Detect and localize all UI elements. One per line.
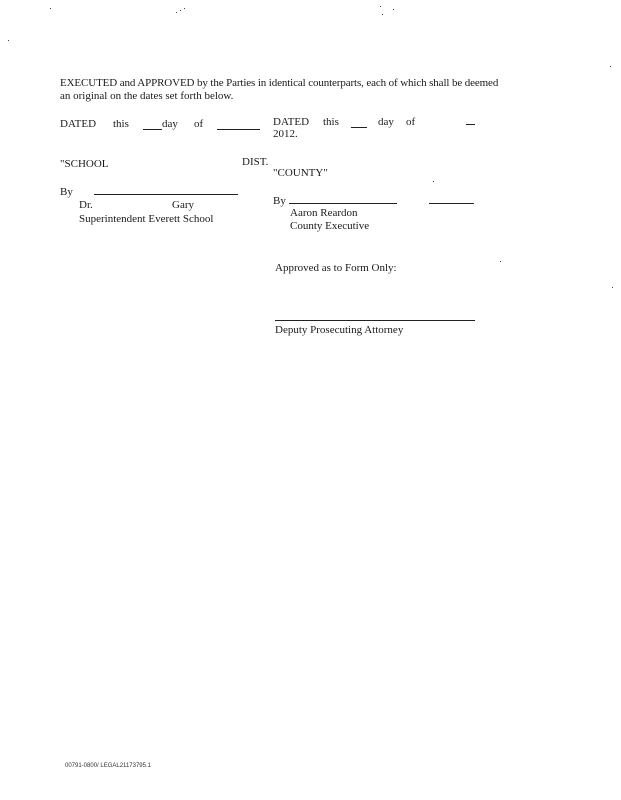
year-label: 2012. <box>273 128 298 140</box>
signer-name: Gary <box>172 199 194 211</box>
signer-name: Aaron Reardon <box>290 207 358 219</box>
month-blank <box>466 124 475 125</box>
signer-title: County Executive <box>290 220 370 232</box>
by-label: By <box>60 186 73 198</box>
name-prefix: Dr. <box>79 199 93 211</box>
school-label: "SCHOOL <box>60 158 109 170</box>
intro-line-2: an original on the dates set forth below. <box>60 90 234 102</box>
of-label: of <box>406 116 416 128</box>
county-label: "COUNTY" <box>273 167 328 179</box>
signature-line <box>289 203 397 204</box>
dated-label: DATED <box>60 118 97 130</box>
signature-line-extension <box>429 203 474 204</box>
dist-label: DIST. <box>242 156 269 168</box>
day-label: day <box>378 116 394 128</box>
approval-title: Deputy Prosecuting Attorney <box>275 324 404 336</box>
document-code: 00791-0800/ LEGAL21173795.1 <box>65 763 151 769</box>
day-blank <box>351 127 367 128</box>
by-label: By <box>273 195 286 207</box>
this-label: this <box>113 118 129 130</box>
approval-label: Approved as to Form Only: <box>275 262 397 274</box>
signature-line <box>94 194 238 195</box>
day-label: day <box>162 118 178 130</box>
dated-label: DATED <box>273 116 310 128</box>
this-label: this <box>323 116 339 128</box>
signer-title: Superintendent Everett School <box>79 213 214 225</box>
day-blank <box>143 129 162 130</box>
month-blank <box>217 129 260 130</box>
intro-line-1: EXECUTED and APPROVED by the Parties in identical counterparts, each of which shall be deemed <box>60 77 499 89</box>
approval-signature-line <box>275 320 475 321</box>
of-label: of <box>194 118 204 130</box>
